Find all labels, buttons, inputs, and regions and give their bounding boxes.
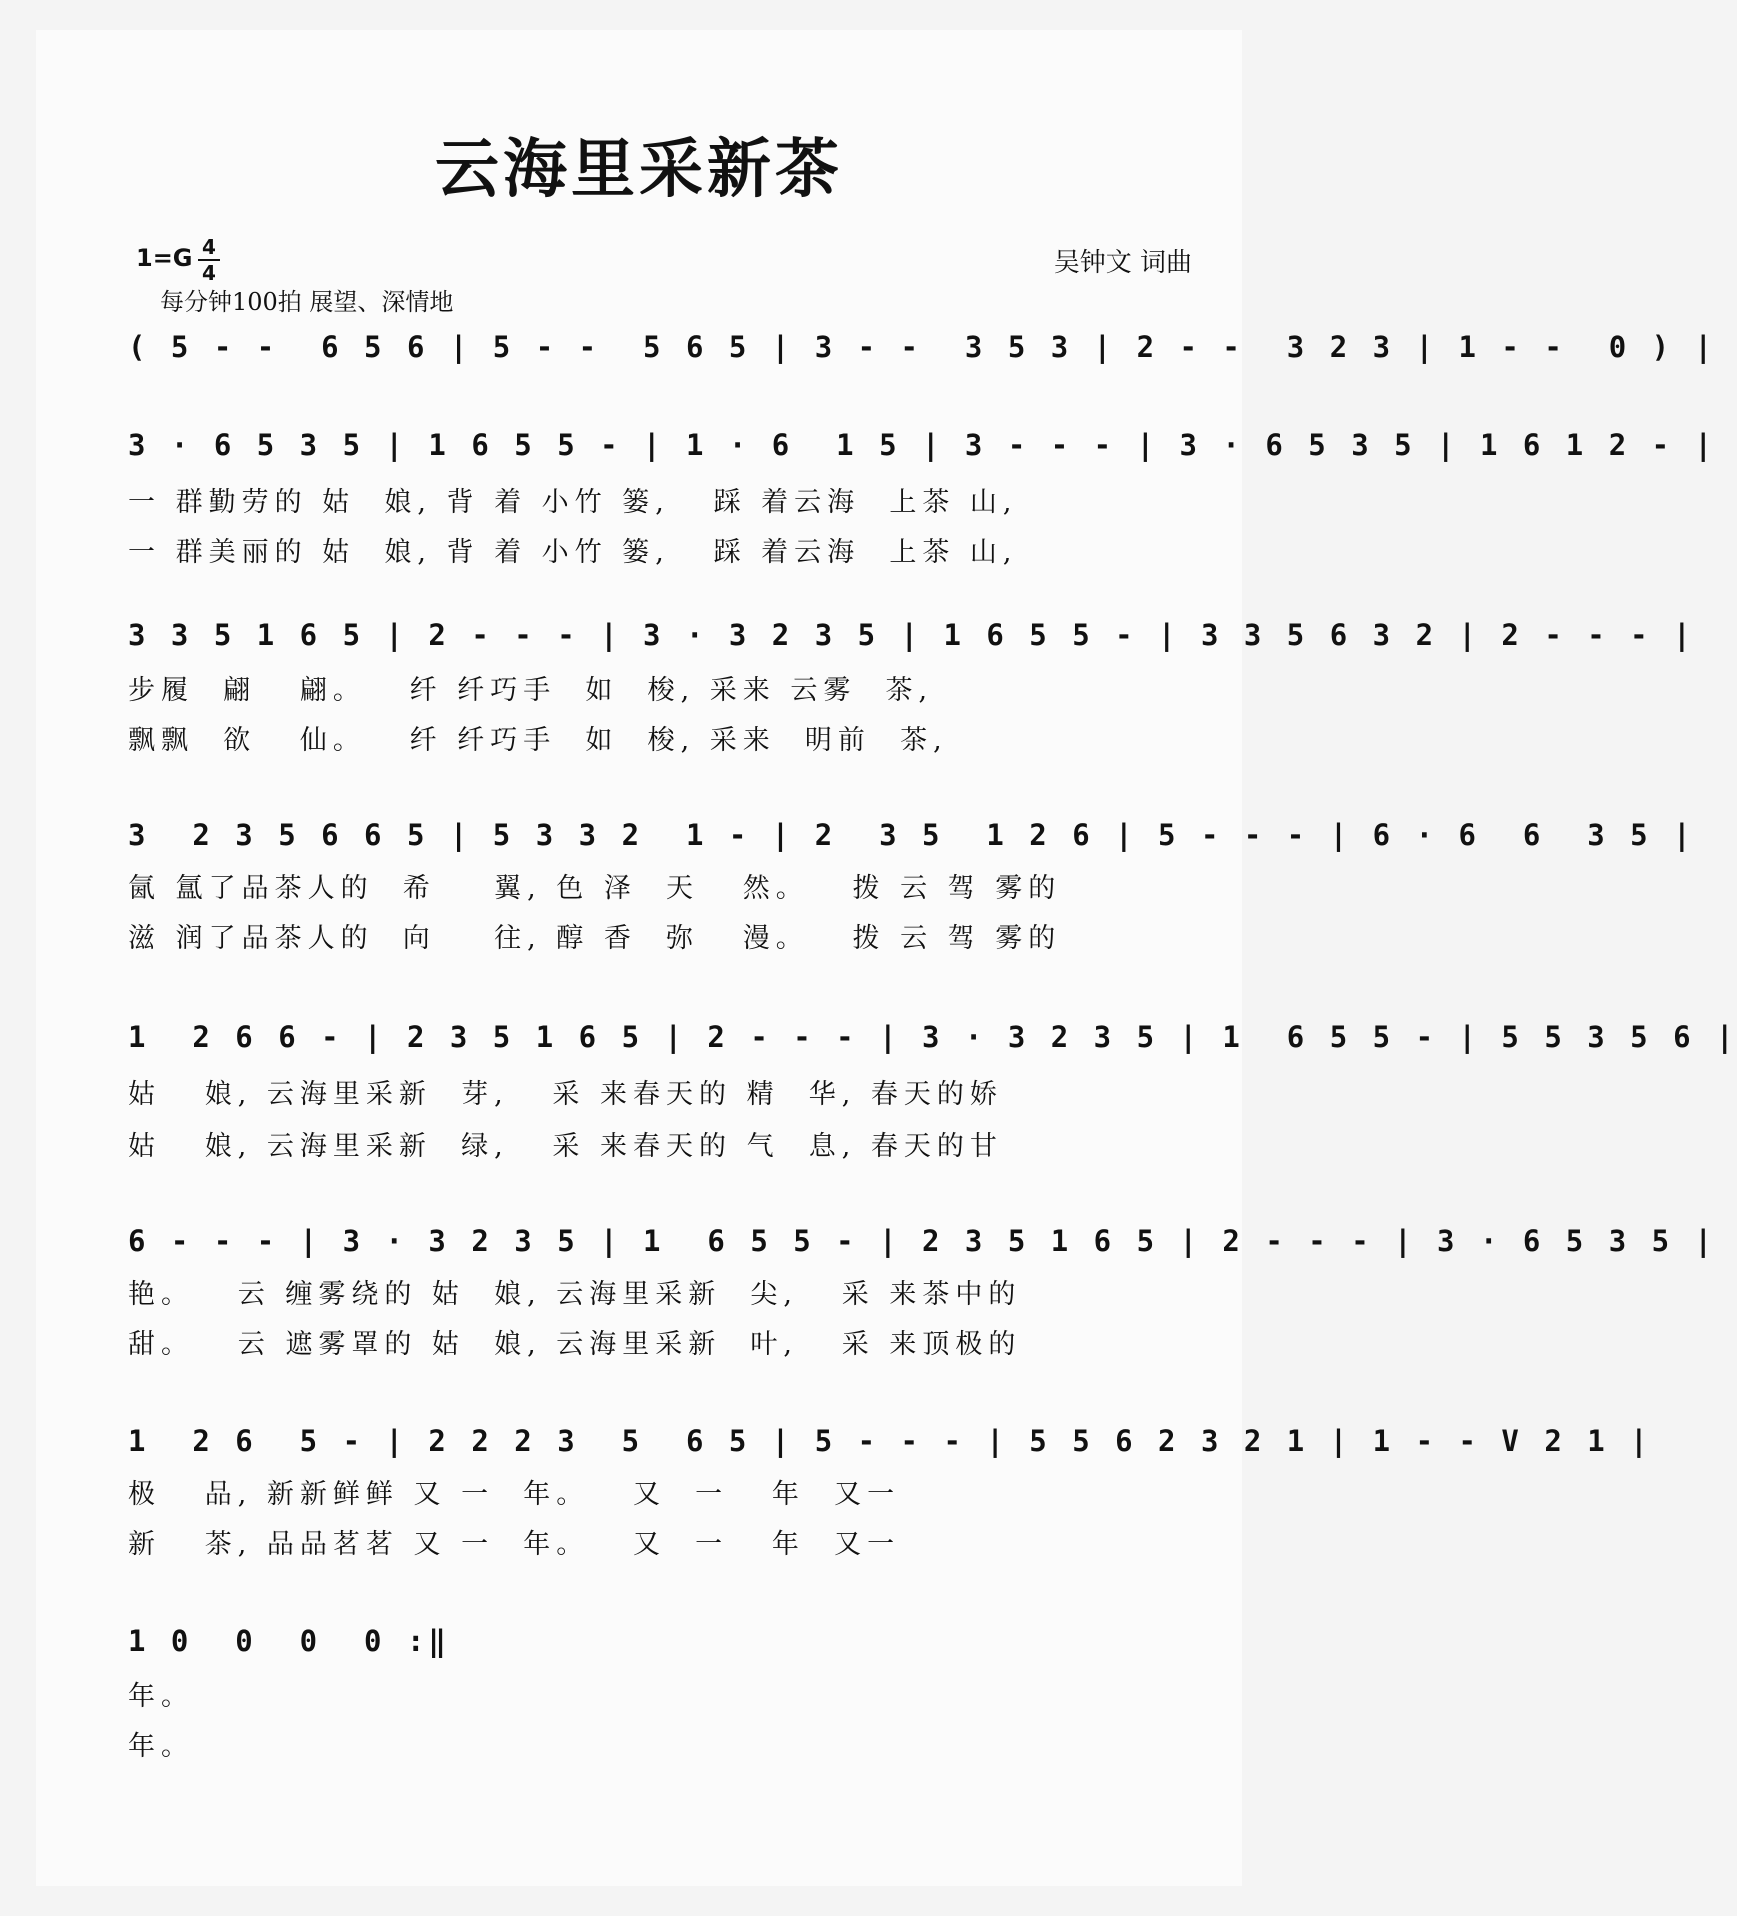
system-4-notes: 1 2 6 6 - | 2 3 5 1 6 5 | 2 - - - | 3 · 3 2 3 5 | 1 6 5 5 - | 5 5 3 5 6 | xyxy=(128,1020,1737,1054)
system-7-lyrics-verse-1: 年。 xyxy=(128,1681,194,1712)
tempo-marking: 每分钟100拍 展望、深情地 xyxy=(160,288,454,316)
system-4-lyrics-verse-2: 姑 娘, 云海里采新 绿, 采 来春天的 气 息, 春天的甘 xyxy=(128,1131,1003,1162)
system-2-notes: 3 3 5 1 6 5 | 2 - - - | 3 · 3 2 3 5 | 1 6 5 5 - | 3 3 5 6 3 2 | 2 - - - | xyxy=(128,618,1695,652)
system-5-lyrics-verse-2: 甜。 云 遮雾罩的 姑 娘, 云海里采新 叶, 采 来顶极的 xyxy=(128,1329,1022,1360)
key-signature: 1=G xyxy=(136,244,193,272)
system-4-lyrics-verse-1: 姑 娘, 云海里采新 芽, 采 来春天的 精 华, 春天的娇 xyxy=(128,1079,1003,1110)
system-5-notes: 6 - - - | 3 · 3 2 3 5 | 1 6 5 5 - | 2 3 5 1 6 5 | 2 - - - | 3 · 6 5 3 5 | xyxy=(128,1224,1717,1258)
time-signature-bottom: 4 xyxy=(202,261,216,285)
song-title: 云海里采新茶 xyxy=(435,132,843,207)
system-1-lyrics-verse-1: 一 群勤劳的 姑 娘, 背 着 小竹 篓, 踩 着云海 上茶 山, xyxy=(128,487,1018,518)
system-3-lyrics-verse-1: 氤 氲了品茶人的 希 翼, 色 泽 天 然。 拨 云 驾 雾的 xyxy=(128,873,1062,904)
system-6-lyrics-verse-1: 极 品, 新新鲜鲜 又 一 年。 又 一 年 又一 xyxy=(128,1479,901,1510)
time-signature xyxy=(198,236,220,284)
system-7-lyrics-verse-2: 年。 xyxy=(128,1731,194,1762)
system-1-notes: 3 · 6 5 3 5 | 1 6 5 5 - | 1 · 6 1 5 | 3 - - - | 3 · 6 5 3 5 | 1 6 1 2 - | xyxy=(128,428,1717,462)
system-2-lyrics-verse-1: 步履 翩 翩。 纤 纤巧手 如 梭, 采来 云雾 茶, xyxy=(128,675,934,706)
system-6-notes: 1 2 6 5 - | 2 2 2 3 5 6 5 | 5 - - - | 5 5 6 2 3 2 1 | 1 - - V 2 1 | xyxy=(128,1424,1652,1458)
system-3-lyrics-verse-2: 滋 润了品茶人的 向 往, 醇 香 弥 漫。 拨 云 驾 雾的 xyxy=(128,923,1062,954)
system-2-lyrics-verse-2: 飘飘 欲 仙。 纤 纤巧手 如 梭, 采来 明前 茶, xyxy=(128,725,948,756)
system-1-lyrics-verse-2: 一 群美丽的 姑 娘, 背 着 小竹 篓, 踩 着云海 上茶 山, xyxy=(128,537,1018,568)
composer-credit: 吴钟文 词曲 xyxy=(1053,248,1192,278)
system-5-lyrics-verse-1: 艳。 云 缠雾绕的 姑 娘, 云海里采新 尖, 采 来茶中的 xyxy=(128,1279,1022,1310)
intro-notes: ( 5 - - 6 5 6 | 5 - - 5 6 5 | 3 - - 3 5 3 | 2 - - 3 2 3 | 1 - - 0 ) | xyxy=(128,330,1717,364)
system-6-lyrics-verse-2: 新 茶, 品品茗茗 又 一 年。 又 一 年 又一 xyxy=(128,1529,901,1560)
system-3-notes: 3 2 3 5 6 6 5 | 5 3 3 2 1 - | 2 3 5 1 2 6 | 5 - - - | 6 · 6 6 3 5 | xyxy=(128,818,1695,852)
system-7-notes: 1 0 0 0 0 :‖ xyxy=(128,1624,450,1658)
time-signature-top: 4 xyxy=(202,235,216,259)
